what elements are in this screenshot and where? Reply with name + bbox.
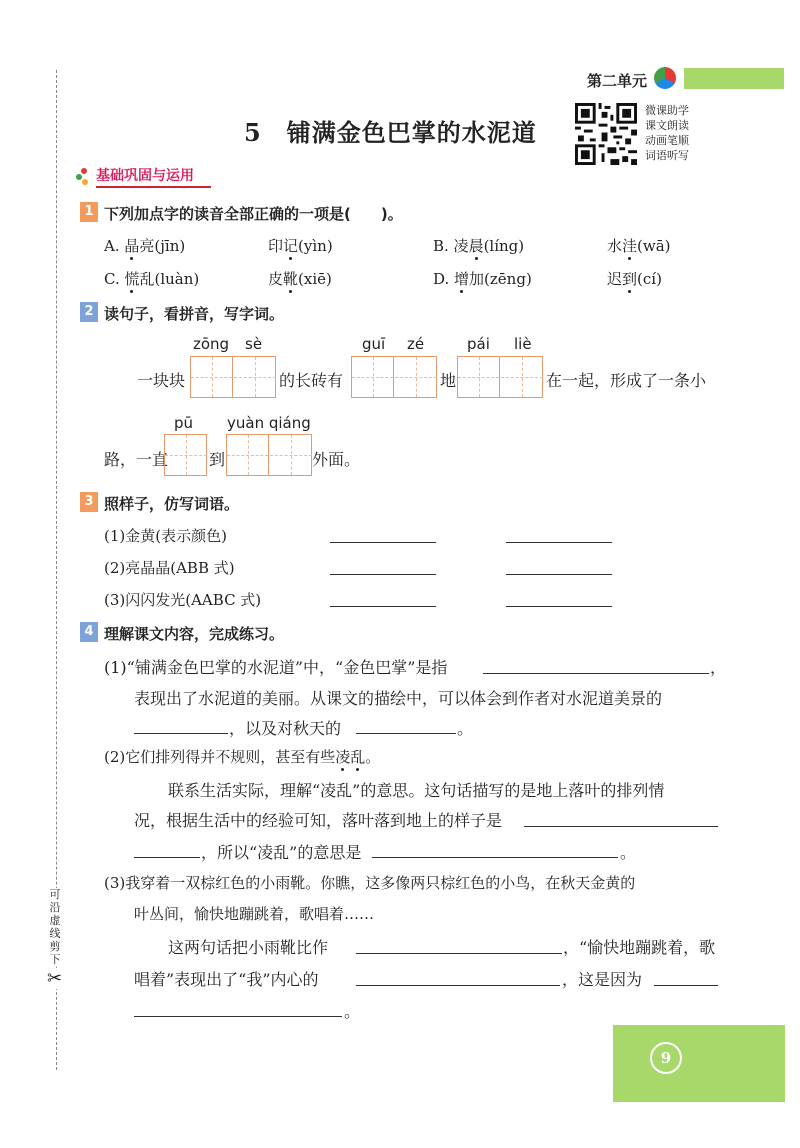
writing-grid[interactable] bbox=[190, 356, 276, 398]
q4-text: ， bbox=[710, 658, 727, 677]
sentence-text: 路，一直 bbox=[104, 450, 169, 469]
pinyin: pū bbox=[174, 414, 194, 432]
answer-line[interactable] bbox=[330, 574, 436, 575]
q4-text: (1)“铺满金色巴掌的水泥道”中，“金色巴掌”是指 bbox=[104, 658, 448, 677]
option-c: C. 慌乱(luàn) bbox=[104, 270, 200, 288]
qr-caption-line: 动画笔顺 bbox=[645, 134, 689, 147]
q4-text: 。 bbox=[457, 719, 474, 738]
q4-text: ，以及对秋天的 bbox=[229, 719, 342, 738]
footer-block bbox=[613, 1025, 785, 1102]
writing-grid[interactable] bbox=[164, 434, 207, 476]
pinyin: zōng bbox=[193, 335, 230, 353]
answer-line[interactable] bbox=[506, 542, 612, 543]
option-b: B. 凌晨(líng) bbox=[433, 237, 525, 255]
question-title: 下列加点字的读音全部正确的一项是( )。 bbox=[104, 205, 403, 223]
question-title: 照样子，仿写词语。 bbox=[104, 495, 240, 513]
qr-caption-line: 课文朗读 bbox=[645, 119, 689, 132]
qr-code-icon bbox=[575, 103, 637, 165]
writing-grid[interactable] bbox=[226, 434, 312, 476]
answer-line[interactable] bbox=[330, 606, 436, 607]
answer-line[interactable] bbox=[506, 574, 612, 575]
q4-text: 唱着”表现出了“我”内心的 bbox=[134, 970, 319, 989]
q4-text: 况，根据生活中的经验可知，落叶落到地上的样子是 bbox=[134, 811, 503, 830]
q4-text: 。 bbox=[344, 1002, 361, 1021]
answer-line[interactable] bbox=[356, 733, 456, 734]
q4-quote: 叶丛间，愉快地蹦跳着，歌唱着…… bbox=[134, 905, 375, 923]
imitation-item: (3)闪闪发光(AABC 式) bbox=[104, 591, 262, 609]
option-d: D. 增加(zēng) bbox=[433, 270, 532, 288]
option-d-2: 迟到(cí) bbox=[607, 270, 662, 288]
answer-line[interactable] bbox=[356, 985, 560, 986]
imitation-item: (1)金黄(表示颜色) bbox=[104, 527, 227, 545]
answer-line[interactable] bbox=[134, 857, 200, 858]
answer-line[interactable] bbox=[134, 1016, 342, 1017]
sentence-text: 外面。 bbox=[312, 450, 361, 469]
imitation-item: (2)亮晶晶(ABB 式) bbox=[104, 559, 235, 577]
answer-line[interactable] bbox=[506, 606, 612, 607]
pinyin: pái bbox=[467, 335, 490, 353]
q4-quote: (2)它们排列得并不规则，甚至有些凌乱。 bbox=[104, 748, 381, 766]
section-title: 基础巩固与运用 bbox=[96, 168, 194, 184]
q4-text: ，这是因为 bbox=[562, 970, 643, 989]
answer-line[interactable] bbox=[524, 826, 718, 827]
writing-grid[interactable] bbox=[457, 356, 543, 398]
pinyin: yuàn qiáng bbox=[227, 414, 311, 432]
question-number: 4 bbox=[80, 622, 98, 642]
qr-caption-line: 微课助学 bbox=[645, 104, 689, 117]
answer-line[interactable] bbox=[483, 673, 709, 674]
option-b-2: 水洼(wā) bbox=[607, 237, 671, 255]
unit-label: 第二单元 bbox=[587, 72, 648, 90]
question-number: 2 bbox=[80, 302, 98, 322]
q4-text: 表现出了水泥道的美丽。从课文的描绘中，可以体会到作者对水泥道美景的 bbox=[134, 689, 663, 708]
page-title: 5 铺满金色巴掌的水泥道 bbox=[244, 118, 537, 147]
q4-text: ，所以“凌乱”的意思是 bbox=[201, 843, 362, 862]
question-title: 读句子，看拼音，写字词。 bbox=[104, 305, 285, 323]
sentence-text: 到 bbox=[209, 450, 226, 469]
pinyin: liè bbox=[514, 335, 532, 353]
question-number: 3 bbox=[80, 492, 98, 512]
qr-caption-line: 词语听写 bbox=[645, 149, 689, 162]
pinyin: guī bbox=[362, 335, 386, 353]
option-a-2: 印记(yìn) bbox=[268, 237, 333, 255]
question-number: 1 bbox=[80, 202, 98, 222]
qr-caption bbox=[645, 103, 689, 163]
option-a: A. 晶亮(jīn) bbox=[104, 237, 186, 255]
section-dots-icon bbox=[74, 167, 92, 187]
sentence-text: 一块块 bbox=[137, 371, 186, 390]
q4-text: 这两句话把小雨靴比作 bbox=[168, 938, 329, 957]
pinyin: zé bbox=[407, 335, 425, 353]
answer-line[interactable] bbox=[330, 542, 436, 543]
scissors-icon: ✂ bbox=[47, 968, 63, 989]
writing-grid[interactable] bbox=[351, 356, 437, 398]
section-underline bbox=[96, 186, 211, 188]
answer-line[interactable] bbox=[134, 733, 228, 734]
q4-text: ，“愉快地蹦跳着，歌 bbox=[563, 938, 716, 957]
sentence-text: 地 bbox=[440, 371, 457, 390]
answer-line[interactable] bbox=[356, 953, 562, 954]
cut-hint: 可沿虚线剪下 bbox=[45, 888, 65, 966]
sentence-text: 在一起，形成了一条小 bbox=[546, 371, 707, 390]
q4-quote: (3)我穿着一双棕红色的小雨靴。你瞧，这多像两只棕红色的小鸟，在秋天金黄的 bbox=[104, 874, 636, 892]
page-number: 9 bbox=[650, 1042, 682, 1074]
sentence-text: 的长砖有 bbox=[279, 371, 344, 390]
unit-ball-icon bbox=[654, 67, 676, 89]
answer-line[interactable] bbox=[372, 857, 618, 858]
unit-bar bbox=[684, 68, 784, 89]
answer-line[interactable] bbox=[654, 985, 718, 986]
q4-text: 联系生活实际，理解“凌乱”的意思。这句话描写的是地上落叶的排列情 bbox=[168, 781, 665, 800]
q4-text: 。 bbox=[620, 843, 637, 862]
option-c-2: 皮靴(xiē) bbox=[268, 270, 332, 288]
question-title: 理解课文内容，完成练习。 bbox=[104, 625, 285, 643]
pinyin: sè bbox=[245, 335, 263, 353]
